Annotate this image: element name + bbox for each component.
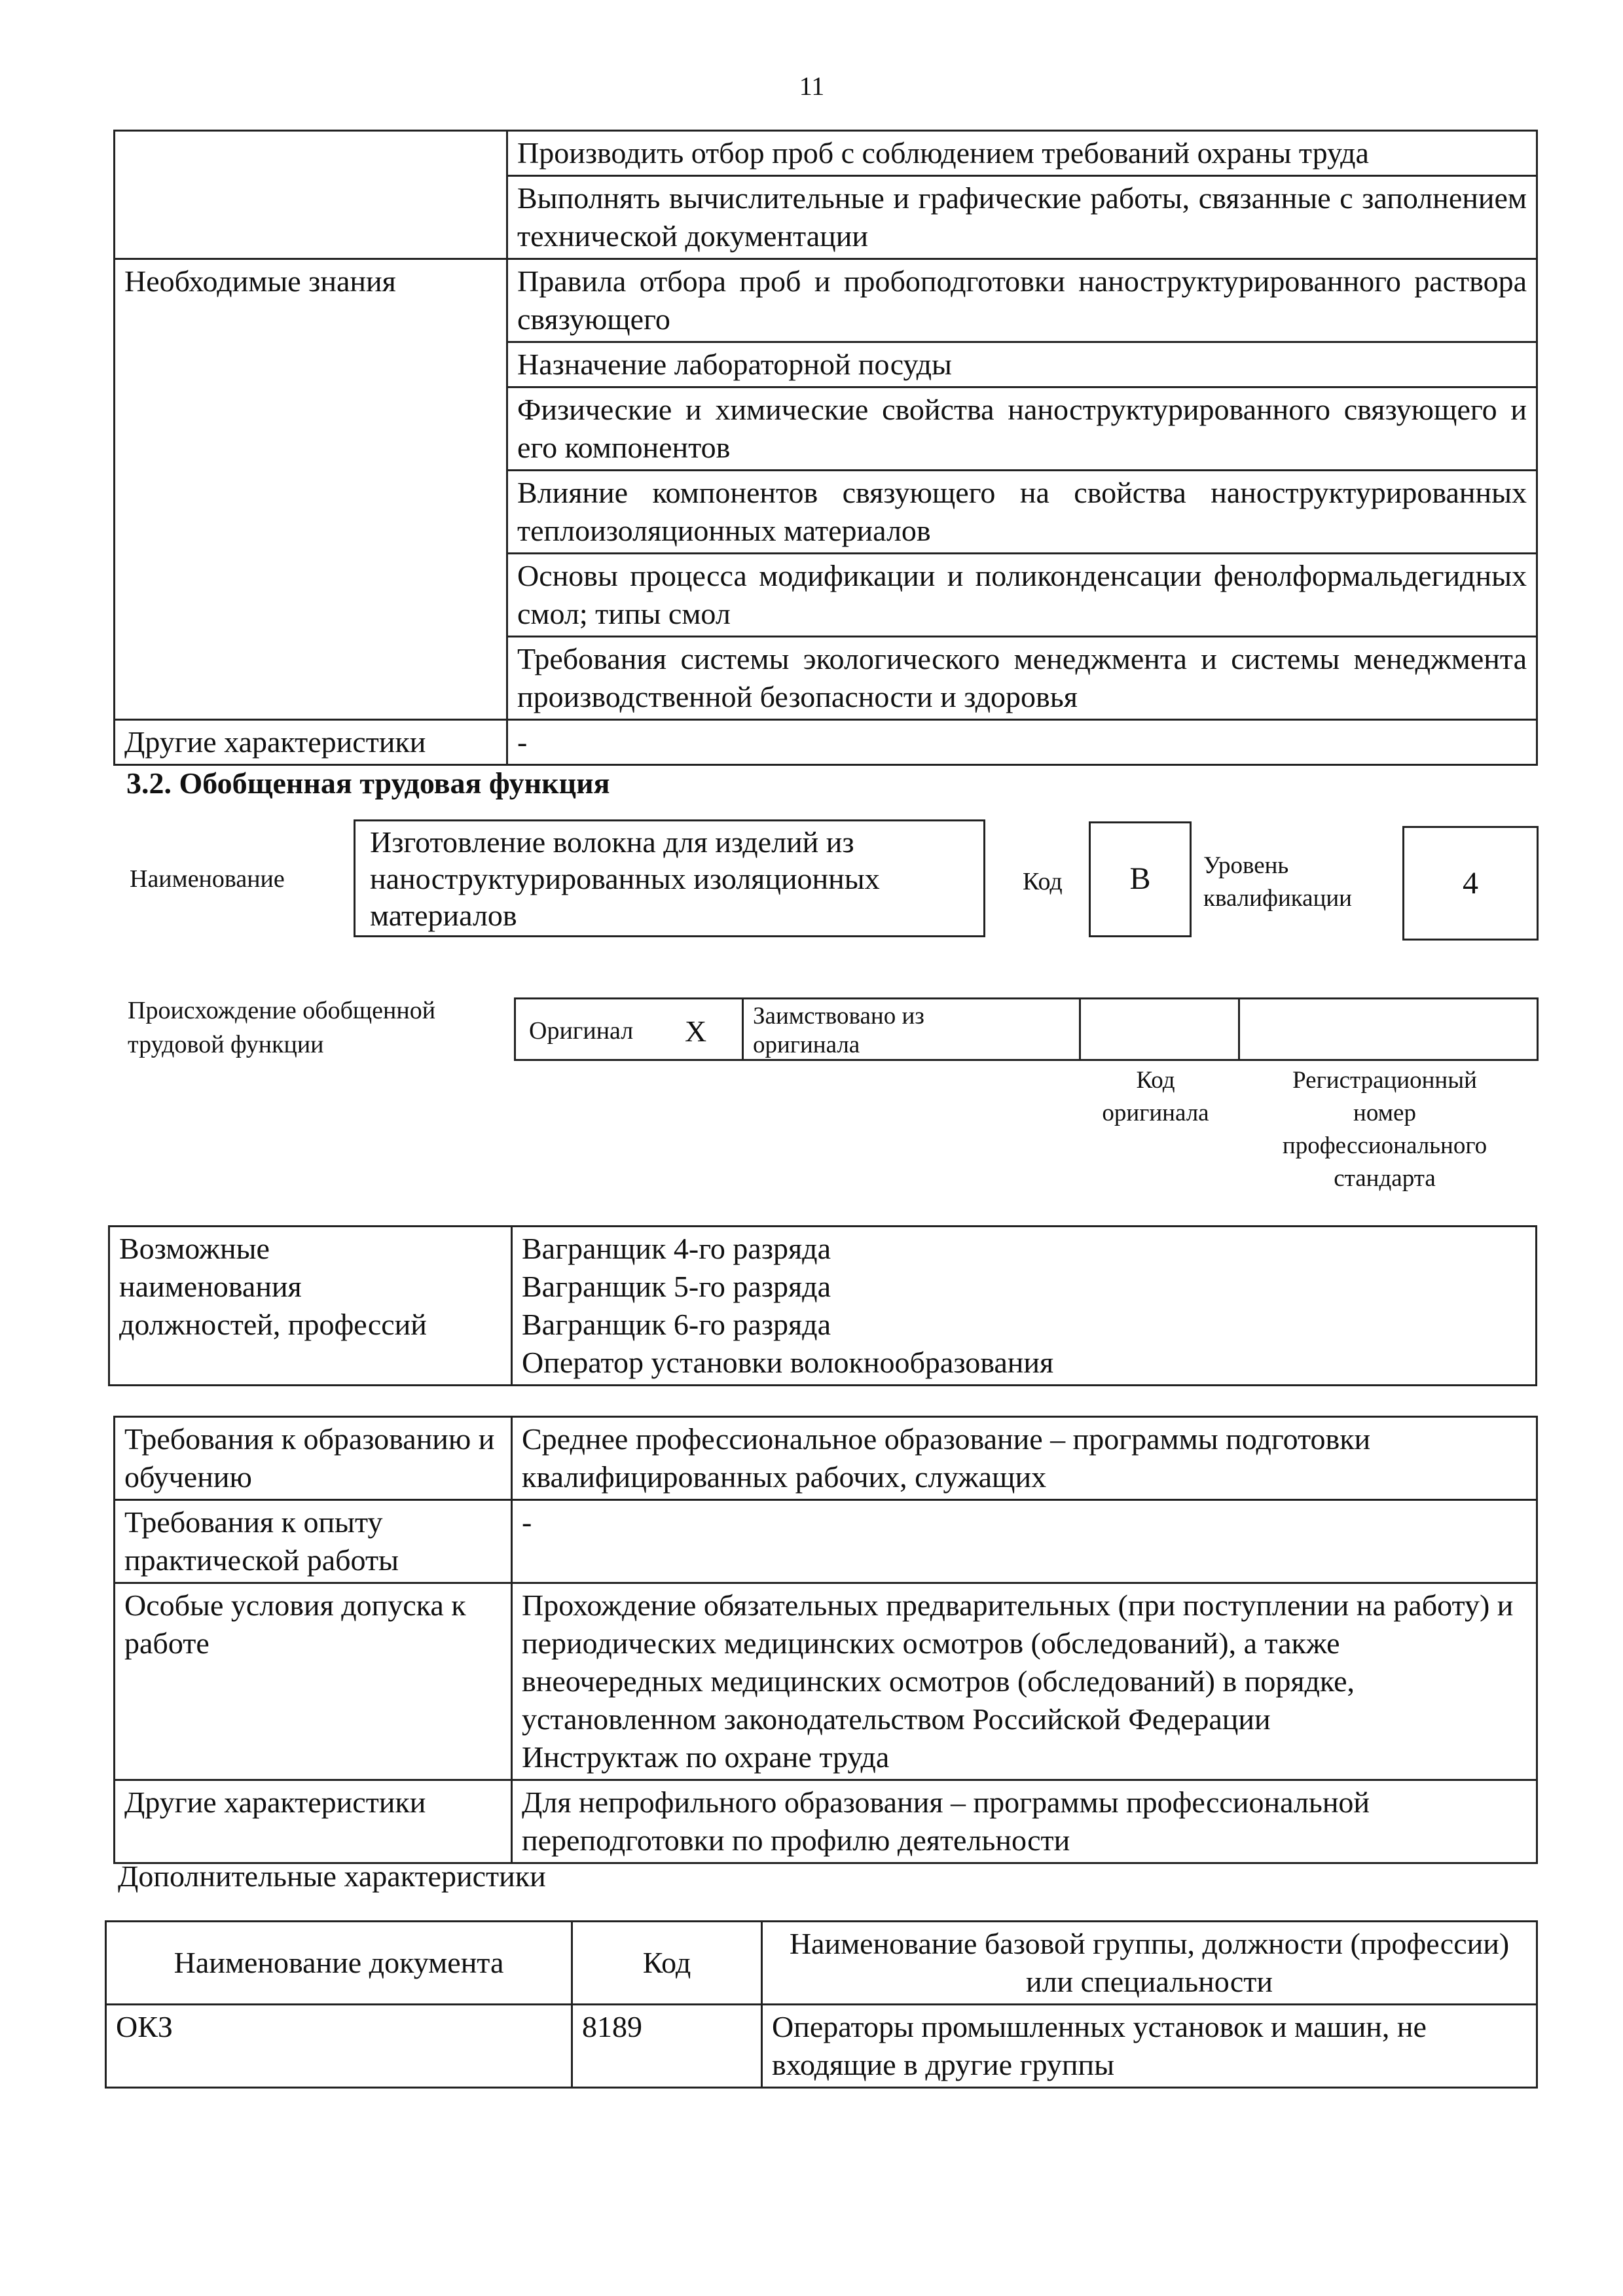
- requirements-label: Требования к опыту практической работы: [115, 1500, 512, 1583]
- positions-table: [108, 1225, 1537, 1386]
- requirements-table: [113, 1416, 1538, 1864]
- header-code: Код: [572, 1922, 762, 2005]
- origin-box: [514, 997, 1539, 1061]
- requirements-label: Особые условия допуска к работе: [115, 1583, 512, 1780]
- top-table-cell-right: -: [507, 720, 1537, 765]
- top-table-cell-right: Выполнять вычислительные и графические работы, связанные с заполнением технической документации: [507, 176, 1537, 259]
- table-header-row: [106, 1922, 1537, 2005]
- original-mark: Х: [685, 1014, 707, 1048]
- table-row: [115, 259, 1537, 342]
- table-row: [115, 1583, 1537, 1780]
- top-table-cell-right: Физические и химические свойства наноструктурированного связующего и его компонентов: [507, 387, 1537, 471]
- borrowed-label: Заимствовано из оригинала: [753, 1003, 924, 1058]
- table-row: [115, 1500, 1537, 1583]
- code-value: В: [1089, 821, 1192, 937]
- original-code-cell: [1079, 999, 1240, 1059]
- requirements-label: Другие характеристики: [115, 1780, 512, 1863]
- table-row: [115, 720, 1537, 765]
- code-label: Код: [1023, 868, 1063, 895]
- requirements-value: Среднее профессиональное образование – программы подготовки квалифицированных рабочих, служащих: [512, 1417, 1537, 1500]
- top-table-cell-right: Основы процесса модификации и поликонденсации фенолформальдегидных смол; типы смол: [507, 554, 1537, 637]
- section-heading: 3.2. Обобщенная трудовая функция: [126, 766, 610, 800]
- additional-table: [105, 1920, 1538, 2089]
- top-table-cell-right: Правила отбора проб и пробоподготовки наноструктурированного раствора связующего: [507, 259, 1537, 342]
- top-table-cell-right: Требования системы экологического менеджмента и системы менеджмента производственной безопасности и здоровья: [507, 637, 1537, 720]
- original-label: Оригинал: [529, 1017, 634, 1045]
- requirements-value: Для непрофильного образования – программы профессиональной переподготовки по профилю деятельности: [512, 1780, 1537, 1863]
- requirements-label: Требования к образованию и обучению: [115, 1417, 512, 1500]
- level-value: 4: [1402, 826, 1539, 941]
- header-group-name: Наименование базовой группы, должности (профессии) или специальности: [762, 1922, 1537, 2005]
- other-characteristics-label: Другие характеристики: [115, 720, 507, 765]
- cell-doc-name: ОКЗ: [106, 2005, 572, 2088]
- cell-code: 8189: [572, 2005, 762, 2088]
- table-row: [115, 1417, 1537, 1500]
- table-row: [115, 1780, 1537, 1863]
- top-table-cell-left: [115, 131, 507, 259]
- positions-list: Вагранщик 4-го разряда Вагранщик 5-го разряда Вагранщик 6-го разряда Оператор установки волокнообразования: [512, 1227, 1537, 1386]
- requirements-value: Прохождение обязательных предварительных (при поступлении на работу) и периодических медицинских осмотров (обследований), а также внеочередных медицинских осмотров (обследований) в порядке, установленном законодательством Российской Федерации Инструктаж по охране труда: [512, 1583, 1537, 1780]
- page-number: 11: [799, 71, 825, 101]
- top-table: [113, 130, 1538, 766]
- origin-label: Происхождение обобщенной трудовой функции: [128, 997, 436, 1058]
- table-row: [109, 1227, 1537, 1386]
- header-doc-name: Наименование документа: [106, 1922, 572, 2005]
- top-table-cell-right: Влияние компонентов связующего на свойства наноструктурированных теплоизоляционных материалов: [507, 471, 1537, 554]
- top-table-cell-right: Производить отбор проб с соблюдением требований охраны труда: [507, 131, 1537, 176]
- positions-label: Возможные наименования должностей, профессий: [109, 1227, 512, 1386]
- registration-number-cell: [1236, 999, 1537, 1059]
- requirements-value: -: [512, 1500, 1537, 1583]
- original-cell: [516, 999, 744, 1059]
- level-label: Уровень квалификации: [1203, 852, 1352, 912]
- knowledge-label: Необходимые знания: [115, 259, 507, 720]
- code-caption: Код оригинала: [1102, 1067, 1209, 1126]
- top-table-cell-right: Назначение лабораторной посуды: [507, 342, 1537, 387]
- additional-title: Дополнительные характеристики: [118, 1859, 546, 1893]
- cell-group-name: Операторы промышленных установок и машин, не входящие в другие группы: [762, 2005, 1537, 2088]
- table-row: [106, 2005, 1537, 2088]
- registration-caption: Регистрационный номер профессионального стандарта: [1282, 1067, 1487, 1192]
- table-row: [115, 131, 1537, 176]
- name-label: Наименование: [130, 865, 285, 893]
- name-value: Изготовление волокна для изделий из наноструктурированных изоляционных материалов: [354, 819, 985, 937]
